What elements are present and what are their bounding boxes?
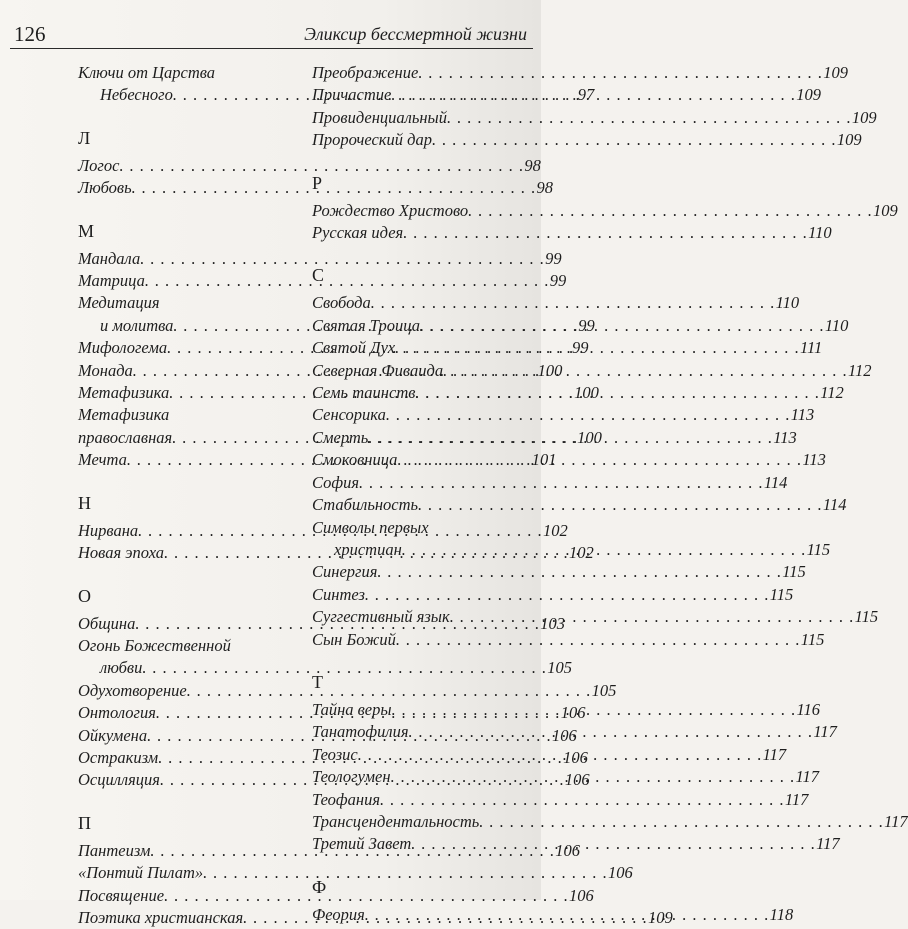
index-entry-term: Святой Дух [312,338,396,358]
index-entry-term: Феория [312,904,365,924]
index-entry [312,292,800,314]
index-entry-page: 111 [799,338,823,358]
index-entry-term: Северная Фиваида [312,360,444,380]
index-entry-term: Суггестивный язык [312,607,450,627]
index-entry-page: 118 [769,904,794,924]
dot-leader [377,561,782,583]
index-entry-page: 113 [790,405,815,425]
index-entry-term-line1: Медитация [78,293,160,313]
index-entry-page: 116 [796,699,820,719]
index-entry-term: Смоковница [312,450,398,470]
index-entry-page: 109 [873,200,898,220]
index-entry-page: 117 [813,722,837,742]
index-entry-term: Метафизика [78,383,170,403]
index-entry-term: Синтез [312,584,365,604]
index-entry-term: Мифологема [78,338,168,358]
index-entry-page: 99 [549,271,567,291]
index-entry-page: 110 [824,315,849,335]
index-entry-term: София [312,472,360,492]
dot-leader [418,494,823,516]
index-entry-term: Поэтика христианская [78,907,244,927]
dot-leader [432,129,837,151]
dot-leader [359,472,764,494]
index-entry-term: Логос [78,155,120,175]
index-entry-term: Стабильность [312,495,419,515]
index-entry-page: 117 [884,811,908,831]
dot-leader [420,315,825,337]
dot-leader [443,360,848,382]
index-entry-page: 97 [577,85,595,105]
index-entry-page: 98 [524,155,541,175]
index-section-letter: Р [312,172,323,193]
index-entry-page: 115 [782,562,806,582]
dot-leader [468,200,873,222]
index-entry [312,494,847,516]
index-section-letter: М [78,220,95,241]
dot-leader [380,789,785,811]
index-entry-term: Посвящение [78,885,165,905]
index-entry-page: 117 [762,744,787,764]
dot-leader [391,766,796,788]
index-entry-page: 105 [591,680,617,700]
index-entry-term: Мечта [78,450,127,470]
index-entry-term-line1: Символы первых [312,517,429,537]
index-entry [312,62,848,84]
index-entry-page: 105 [547,658,572,678]
dot-leader [411,833,816,855]
index-entry [312,129,862,151]
index-entry-page: 106 [563,747,588,767]
index-entry-page: 106 [568,885,594,905]
index-entry [312,811,908,833]
header-rule [10,48,533,49]
index-entry-term-line1: Огонь Божественной [78,635,231,655]
index-entry-term: Община [78,613,136,633]
index-entry-page: 115 [769,584,794,604]
index-entry-page: 117 [784,789,809,809]
index-entry-page: 112 [820,383,844,403]
index-entry-term: Святая Троица [312,315,420,335]
dot-leader [397,449,802,471]
index-entry-page: 109 [836,130,862,150]
index-entry-page: 117 [816,834,840,854]
index-entry-term: Теологумен [312,767,391,787]
dot-leader [479,811,884,833]
index-entry-term: Теозис [312,744,358,764]
index-entry-term: Пантеизм [78,840,151,860]
dot-leader [403,222,808,244]
dot-leader [409,721,814,743]
index-entry-page: 99 [545,248,562,268]
index-entry-term: «Понтий Пилат» [78,863,204,883]
index-entry [312,472,788,494]
index-entry-term: Мандала [78,248,141,268]
index-entry [78,680,617,702]
dot-leader [371,292,776,314]
dot-leader [396,629,801,651]
index-entry-term: Трансцендентальность [312,811,480,831]
index-entry-term: Провиденциальный [312,107,447,127]
index-entry-term: Свобода [312,293,371,313]
index-section-letter: Ф [312,876,327,897]
index-entry-term: Теофания [312,789,381,809]
index-entry-term-line1: Ключи от Царства [78,63,216,82]
index-entry [312,629,825,651]
index-entry [78,177,553,199]
index-entry [78,248,562,270]
index-section-letter: Л [78,127,91,148]
index-entry-page: 103 [540,613,565,633]
index-entry [312,584,794,606]
dot-leader [386,404,791,426]
index-entry [312,222,832,244]
dot-leader [402,539,807,561]
index-entry-page: 109 [851,107,877,127]
index-entry-term: православная [78,427,173,447]
index-entry-term: Синергия [312,562,378,582]
index-entry-term: Нирвана [78,520,139,540]
index-entry-page: 114 [822,495,847,515]
dot-leader [392,699,797,721]
index-entry-page: 102 [543,520,568,540]
page-number: 126 [14,22,46,46]
index-entry-page: 100 [537,360,563,380]
index-entry-term: Ойкумена [78,725,148,745]
index-entry-page: 110 [808,223,832,243]
index-entry-page: 99 [578,315,595,335]
index-entry-page: 102 [568,543,594,563]
index-entry-term: и молитва [100,315,174,335]
index-entry [312,107,877,129]
index-entry-page: 101 [531,450,557,470]
index-entry-term: Тайна веры [312,699,392,719]
dot-leader [450,606,855,628]
index-entry-term: Новая эпоха [78,543,165,563]
index-entry-page: 115 [800,629,825,649]
index-entry-term: Семь таинств [312,383,416,403]
index-entry-page: 106 [564,770,590,790]
index-entry-page: 106 [555,840,581,860]
index-entry-page: 113 [773,427,797,447]
index-entry-term: Онтология [78,703,156,723]
index-entry-page: 110 [775,293,800,313]
index-entry-term: Любовь [78,178,132,198]
index-entry-page: 113 [802,450,826,470]
index-section-letter: Н [78,492,91,513]
index-entry-page: 100 [574,383,599,403]
index-entry-page: 115 [806,539,831,559]
index-entry-page: 106 [560,703,586,723]
index-entry-term: Сын Божий [312,629,396,649]
index-section-letter: П [78,812,91,833]
index-section-letter: Т [312,671,323,692]
index-entry-term: Танатофилия [312,722,409,742]
index-entry-page: 114 [763,472,788,492]
index-entry [312,404,815,426]
index-entry [78,885,594,907]
dot-leader [368,427,773,449]
index-entry-term: Смерть [312,427,369,447]
index-entry-page: 106 [608,863,633,883]
index-entry-page: 109 [796,85,821,105]
index-entry-page: 99 [571,338,589,358]
index-entry [78,862,633,884]
index-entry-page: 100 [577,427,602,447]
index-entry-page: 109 [823,63,848,82]
index-entry [78,155,541,177]
index-entry-term: Небесного [100,85,173,105]
index-entry-page: 98 [536,178,553,198]
index-entry [312,561,806,583]
index-entry-page: 109 [648,907,673,927]
index-entry-term: Остракизм [78,747,159,767]
index-entry-term: Третий Завет [312,834,412,854]
index-entry-page: 115 [854,607,879,627]
index-section-letter: С [312,265,325,286]
index-entry-term: Монада [78,360,133,380]
index-entry-term: Осцилляция [78,770,160,790]
index-entry-term: христиан [334,539,402,559]
index-entry-term: Пророческий дар [312,130,432,150]
index-entry-term: Рождество Христово [312,200,469,220]
dot-leader [358,744,763,766]
index-entry-term: любви [100,658,143,678]
index-entry-term: Одухотворение [78,680,187,700]
dot-leader [418,62,823,84]
dot-leader [391,84,796,106]
dot-leader [447,107,852,129]
index-entry-term: Преображение [312,63,419,82]
index-entry-page: 112 [847,360,872,380]
dot-leader [365,904,770,926]
index-entry-term: Русская идея [312,223,404,243]
index-entry-page: 106 [551,725,577,745]
index-entry [312,789,809,811]
index-entry-term: Матрица [78,271,145,291]
index-entry-term-line1: Метафизика [78,405,170,425]
index-entry-term: Причастие [312,85,392,105]
index-entry-term: Сенсорика [312,405,386,425]
index-section-letter: О [78,585,91,606]
running-title: Эликсир бессмертной жизни [304,24,527,44]
index-entry [312,200,898,222]
dot-leader [395,337,800,359]
dot-leader [415,382,820,404]
index-entry [78,270,567,292]
index-entry-page: 117 [795,767,819,787]
dot-leader [365,584,770,606]
